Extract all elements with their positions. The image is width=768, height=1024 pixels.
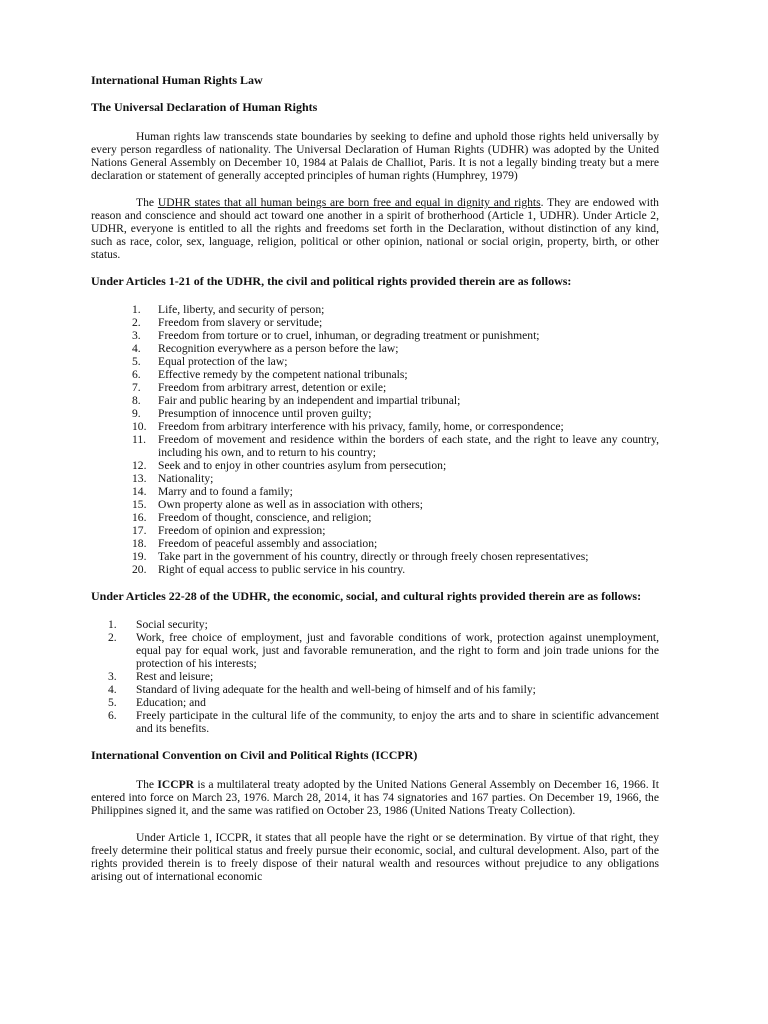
list-item — [108, 709, 659, 735]
paragraph-udhr-intro: Human rights law transcends state boundaries by seeking to define and uphold those rights held universally by every person regardless of nationality. The Universal Declaration of Human Rights (UDHR) was adopted by the United Nations General Assembly on December 10, 1984 at Palais de Challiot, Paris. It is not a legally binding treaty but a mere declaration or statement of generally accepted principles of human rights (Humphrey, 1979) — [91, 130, 659, 182]
list-item-number: 20. — [132, 563, 147, 576]
list-item-text: Freedom from arbitrary interference with his privacy, family, home, or correspondence; — [158, 420, 564, 433]
list-item-text: Own property alone as well as in association with others; — [158, 498, 423, 511]
list-item — [132, 433, 659, 459]
list-item-text: Take part in the government of his country, directly or through freely chosen representatives; — [158, 550, 589, 563]
list-item-number: 10. — [132, 420, 147, 433]
civil-rights-heading: Under Articles 1-21 of the UDHR, the civil and political rights provided therein are as follows: — [91, 274, 572, 288]
economic-rights-heading: Under Articles 22-28 of the UDHR, the economic, social, and cultural rights provided therein are as follows: — [91, 589, 642, 603]
list-item-number: 4. — [108, 683, 117, 696]
list-item-number: 16. — [132, 511, 147, 524]
paragraph-iccpr-intro — [91, 778, 659, 817]
list-item-number: 2. — [108, 631, 117, 644]
list-item-number: 13. — [132, 472, 147, 485]
list-item-number: 11. — [132, 433, 147, 446]
list-item — [132, 563, 659, 576]
list-item — [132, 459, 659, 472]
list-item — [132, 420, 659, 433]
list-item-text: Freedom of movement and residence within the borders of each state, and the right to leave any country, including his own, and to return to his country; — [158, 433, 659, 459]
udhr-heading: The Universal Declaration of Human Rights — [91, 100, 318, 114]
list-item-number: 5. — [132, 355, 141, 368]
list-item — [132, 550, 659, 563]
document-body — [91, 74, 659, 883]
list-item-number: 17. — [132, 524, 147, 537]
list-item-text: Recognition everywhere as a person before the law; — [158, 342, 399, 355]
list-item-number: 1. — [108, 618, 117, 631]
list-item — [108, 683, 659, 696]
list-item-text: Work, free choice of employment, just and favorable conditions of work, protection against unemployment, equal pay for equal work, just and favorable remuneration, and the right to form and join trade unions for the protection of his interests; — [136, 631, 659, 670]
list-item — [132, 303, 659, 316]
list-item-text: Effective remedy by the competent national tribunals; — [158, 368, 408, 381]
document-title: International Human Rights Law — [91, 73, 263, 87]
list-item-text: Education; and — [136, 696, 206, 709]
underlined-statement: UDHR states that all human beings are born free and equal in dignity and rights — [157, 196, 541, 209]
list-item — [132, 537, 659, 550]
list-item-number: 12. — [132, 459, 147, 472]
civil-rights-list — [132, 303, 659, 576]
list-item-text: Right of equal access to public service in his country. — [158, 563, 406, 576]
list-item-text: Freedom of peaceful assembly and association; — [158, 537, 378, 550]
list-item-number: 3. — [108, 670, 117, 683]
list-item-number: 6. — [108, 709, 117, 722]
list-item-text: Presumption of innocence until proven guilty; — [158, 407, 372, 420]
economic-rights-list — [108, 618, 659, 735]
list-item — [132, 498, 659, 511]
list-item — [132, 394, 659, 407]
paragraph-udhr-article-1 — [91, 196, 659, 261]
list-item-number: 15. — [132, 498, 147, 511]
list-item — [132, 511, 659, 524]
list-item — [132, 329, 659, 342]
list-item — [132, 485, 659, 498]
list-item-number: 7. — [132, 381, 141, 394]
list-item-number: 8. — [132, 394, 141, 407]
list-item-number: 1. — [132, 303, 141, 316]
iccpr-bold: ICCPR — [157, 778, 195, 791]
list-item-text: Freedom from torture or to cruel, inhuman, or degrading treatment or punishment; — [158, 329, 540, 342]
list-item-number: 6. — [132, 368, 141, 381]
list-item — [132, 342, 659, 355]
list-item-number: 14. — [132, 485, 147, 498]
para2-rest: . They are endowed with reason and conscience and should act toward one another in a spirit of brotherhood (Article 1, UDHR). Under Article 2, UDHR, everyone is entitled to all the rights and freedoms set forth in the Declaration, without distinction of any kind, such as race, color, sex, language, religion, political or other opinion, national or social origin, property, birth, or other status. — [91, 196, 659, 261]
list-item — [108, 618, 659, 631]
list-item-number: 18. — [132, 537, 147, 550]
list-item-text: Freedom of opinion and expression; — [158, 524, 326, 537]
list-item — [132, 381, 659, 394]
list-item-text: Standard of living adequate for the health and well-being of himself and of his family; — [136, 683, 536, 696]
list-item-text: Social security; — [136, 618, 208, 631]
list-item-text: Nationality; — [158, 472, 214, 485]
list-item-text: Freedom from slavery or servitude; — [158, 316, 323, 329]
list-item — [132, 524, 659, 537]
list-item-text: Freely participate in the cultural life of the community, to enjoy the arts and to share in scientific advancement and its benefits. — [136, 709, 659, 735]
list-item-text: Life, liberty, and security of person; — [158, 303, 325, 316]
list-item-text: Seek and to enjoy in other countries asylum from persecution; — [158, 459, 447, 472]
para3-rest: is a multilateral treaty adopted by the United Nations General Assembly on December 16, 1966. It entered into force on March 23, 1976. March 28, 2014, it has 74 signatories and 167 parties. On December 19, 1966, the Philippines signed it, and the same was ratified on October 23, 1986 (United Nations Treaty Collection). — [91, 778, 659, 817]
list-item-number: 2. — [132, 316, 141, 329]
list-item-text: Freedom of thought, conscience, and religion; — [158, 511, 372, 524]
list-item-number: 3. — [132, 329, 141, 342]
list-item-number: 5. — [108, 696, 117, 709]
list-item-number: 9. — [132, 407, 141, 420]
para3-lead: The — [136, 778, 158, 791]
list-item — [132, 407, 659, 420]
list-item — [132, 355, 659, 368]
list-item — [132, 472, 659, 485]
list-item-text: Rest and leisure; — [136, 670, 214, 683]
iccpr-heading: International Convention on Civil and Political Rights (ICCPR) — [91, 748, 418, 762]
list-item-text: Equal protection of the law; — [158, 355, 288, 368]
list-item-number: 4. — [132, 342, 141, 355]
list-item — [132, 368, 659, 381]
para2-lead: The — [136, 196, 158, 209]
list-item-text: Marry and to found a family; — [158, 485, 293, 498]
list-item — [132, 316, 659, 329]
list-item — [108, 631, 659, 670]
list-item-number: 19. — [132, 550, 147, 563]
list-item — [108, 696, 659, 709]
list-item-text: Fair and public hearing by an independent and impartial tribunal; — [158, 394, 461, 407]
paragraph-iccpr-article-1: Under Article 1, ICCPR, it states that all people have the right or se determination. By virtue of that right, they freely determine their political status and freely pursue their economic, social, and cultural development. Also, part of the rights provided therein is to freely dispose of their natural wealth and resources without prejudice to any obligations arising out of international economic — [91, 831, 659, 883]
list-item-text: Freedom from arbitrary arrest, detention or exile; — [158, 381, 387, 394]
list-item — [108, 670, 659, 683]
